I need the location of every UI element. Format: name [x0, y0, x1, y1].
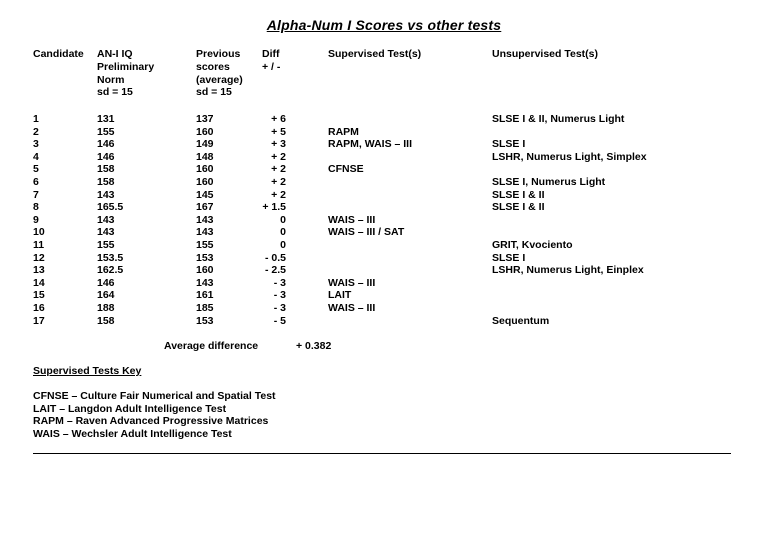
cell-candidate: 15: [33, 289, 45, 302]
header-aniq-line: Preliminary: [97, 60, 155, 73]
header-previous-line: (average): [196, 73, 243, 86]
cell-diff: - 3: [273, 301, 286, 314]
cell-aniq: 153.5: [97, 251, 124, 264]
header-aniq-line: AN-I IQ: [97, 48, 133, 60]
cell-candidate: 13: [33, 264, 45, 277]
cell-previous: 153: [196, 251, 214, 264]
cell-unsupervised: GRIT, Kvociento: [492, 238, 573, 251]
cell-diff: + 5: [271, 125, 286, 138]
page-title: Alpha-Num I Scores vs other tests: [266, 17, 502, 33]
cell-aniq: 165.5: [97, 201, 124, 214]
scores-table: [0, 113, 768, 327]
cell-diff: + 2: [271, 163, 286, 176]
table-row: [0, 252, 768, 265]
header-unsupervised-line: Unsupervised Test(s): [492, 48, 598, 60]
cell-aniq: 143: [97, 213, 115, 226]
header-supervised: [328, 48, 421, 61]
cell-previous: 160: [196, 163, 214, 176]
cell-previous: 145: [196, 188, 214, 201]
cell-supervised: WAIS – III / SAT: [328, 226, 405, 239]
cell-candidate: 10: [33, 226, 45, 239]
key-title: Supervised Tests Key: [33, 365, 142, 377]
cell-candidate: 16: [33, 301, 45, 314]
cell-aniq: 155: [97, 125, 115, 138]
cell-previous: 148: [196, 150, 214, 163]
cell-unsupervised: SLSE I & II: [492, 201, 545, 214]
cell-unsupervised: SLSE I, Numerus Light: [492, 175, 606, 188]
cell-previous: 153: [196, 314, 214, 327]
table-row: [0, 138, 768, 151]
header-diff: [262, 48, 280, 74]
cell-candidate: 5: [33, 163, 39, 176]
header-candidate-line: Candidate: [33, 48, 84, 60]
cell-supervised: CFNSE: [328, 163, 364, 176]
table-row: [0, 315, 768, 328]
cell-aniq: 146: [97, 150, 115, 163]
cell-previous: 185: [196, 301, 214, 314]
cell-supervised: WAIS – III: [328, 301, 376, 314]
cell-supervised: WAIS – III: [328, 276, 376, 289]
header-aniq: [97, 48, 154, 99]
key-item: CFNSE – Culture Fair Numerical and Spatial Test: [33, 390, 276, 402]
cell-unsupervised: Sequentum: [492, 314, 550, 327]
header-previous: [196, 48, 243, 99]
cell-diff: - 0.5: [264, 251, 286, 264]
cell-aniq: 158: [97, 314, 115, 327]
header-diff-line: + / -: [262, 60, 281, 73]
cell-diff: - 3: [273, 289, 286, 302]
header-candidate: [33, 48, 84, 61]
table-row: [0, 126, 768, 139]
cell-diff: - 2.5: [264, 264, 286, 277]
cell-supervised: RAPM, WAIS – III: [328, 138, 413, 151]
cell-diff: + 3: [271, 138, 286, 151]
cell-candidate: 7: [33, 188, 39, 201]
cell-candidate: 2: [33, 125, 39, 138]
cell-aniq: 188: [97, 301, 115, 314]
header-diff-line: Diff: [262, 48, 280, 60]
cell-aniq: 143: [97, 226, 115, 239]
cell-diff: 0: [280, 238, 286, 251]
cell-candidate: 12: [33, 251, 45, 264]
cell-diff: + 2: [271, 150, 286, 163]
table-row: [0, 226, 768, 239]
header-previous-line: sd = 15: [196, 86, 232, 99]
cell-previous: 143: [196, 276, 214, 289]
cell-diff: + 1.5: [262, 201, 286, 214]
table-row: [0, 239, 768, 252]
header-aniq-line: Norm: [97, 73, 125, 86]
cell-diff: - 3: [273, 276, 286, 289]
cell-unsupervised: LSHR, Numerus Light, Einplex: [492, 264, 644, 277]
cell-aniq: 158: [97, 175, 115, 188]
cell-diff: + 2: [271, 175, 286, 188]
header-unsupervised: [492, 48, 598, 61]
average-difference-value: + 0.382: [296, 340, 332, 352]
cell-candidate: 3: [33, 138, 39, 151]
key-list: [33, 390, 276, 440]
cell-aniq: 146: [97, 276, 115, 289]
cell-aniq: 143: [97, 188, 115, 201]
cell-supervised: RAPM: [328, 125, 359, 138]
cell-unsupervised: SLSE I & II, Numerus Light: [492, 113, 625, 125]
cell-unsupervised: LSHR, Numerus Light, Simplex: [492, 150, 647, 163]
cell-previous: 149: [196, 138, 214, 151]
cell-diff: 0: [280, 226, 286, 239]
average-difference-label: Average difference: [164, 340, 259, 352]
cell-aniq: 158: [97, 163, 115, 176]
header-previous-line: Previous: [196, 48, 241, 60]
cell-candidate: 14: [33, 276, 45, 289]
table-row: [0, 302, 768, 315]
cell-previous: 143: [196, 213, 214, 226]
cell-aniq: 146: [97, 138, 115, 151]
table-row: [0, 176, 768, 189]
table-row: [0, 113, 768, 126]
table-row: [0, 201, 768, 214]
header-previous-line: scores: [196, 60, 230, 73]
cell-previous: 160: [196, 125, 214, 138]
key-item: RAPM – Raven Advanced Progressive Matrices: [33, 415, 269, 428]
cell-candidate: 8: [33, 201, 39, 214]
cell-unsupervised: SLSE I: [492, 138, 526, 151]
cell-aniq: 162.5: [97, 264, 124, 277]
cell-previous: 155: [196, 238, 214, 251]
cell-diff: - 5: [273, 314, 286, 327]
bottom-divider: [33, 453, 731, 454]
key-item: WAIS – Wechsler Adult Intelligence Test: [33, 427, 232, 440]
cell-supervised: WAIS – III: [328, 213, 376, 226]
table-row: [0, 289, 768, 302]
table-row: [0, 277, 768, 290]
cell-previous: 137: [196, 113, 214, 125]
table-row: [0, 151, 768, 164]
header-supervised-line: Supervised Test(s): [328, 48, 422, 60]
cell-candidate: 11: [33, 238, 45, 251]
table-row: [0, 214, 768, 227]
table-row: [0, 264, 768, 277]
cell-aniq: 155: [97, 238, 115, 251]
cell-aniq: 131: [97, 113, 115, 125]
cell-candidate: 9: [33, 213, 39, 226]
cell-supervised: LAIT: [328, 289, 352, 302]
table-row: [0, 189, 768, 202]
header-aniq-line: sd = 15: [97, 86, 133, 99]
cell-diff: + 2: [271, 188, 286, 201]
cell-previous: 161: [196, 289, 214, 302]
table-row: [0, 163, 768, 176]
cell-unsupervised: SLSE I & II: [492, 188, 545, 201]
cell-candidate: 17: [33, 314, 45, 327]
cell-diff: 0: [280, 213, 286, 226]
cell-aniq: 164: [97, 289, 115, 302]
cell-previous: 160: [196, 175, 214, 188]
cell-unsupervised: SLSE I: [492, 251, 526, 264]
cell-previous: 143: [196, 226, 214, 239]
cell-previous: 167: [196, 201, 214, 214]
cell-diff: + 6: [271, 113, 286, 125]
cell-candidate: 6: [33, 175, 39, 188]
cell-candidate: 1: [33, 113, 39, 125]
cell-candidate: 4: [33, 150, 39, 163]
key-item: LAIT – Langdon Adult Intelligence Test: [33, 402, 227, 415]
cell-previous: 160: [196, 264, 214, 277]
